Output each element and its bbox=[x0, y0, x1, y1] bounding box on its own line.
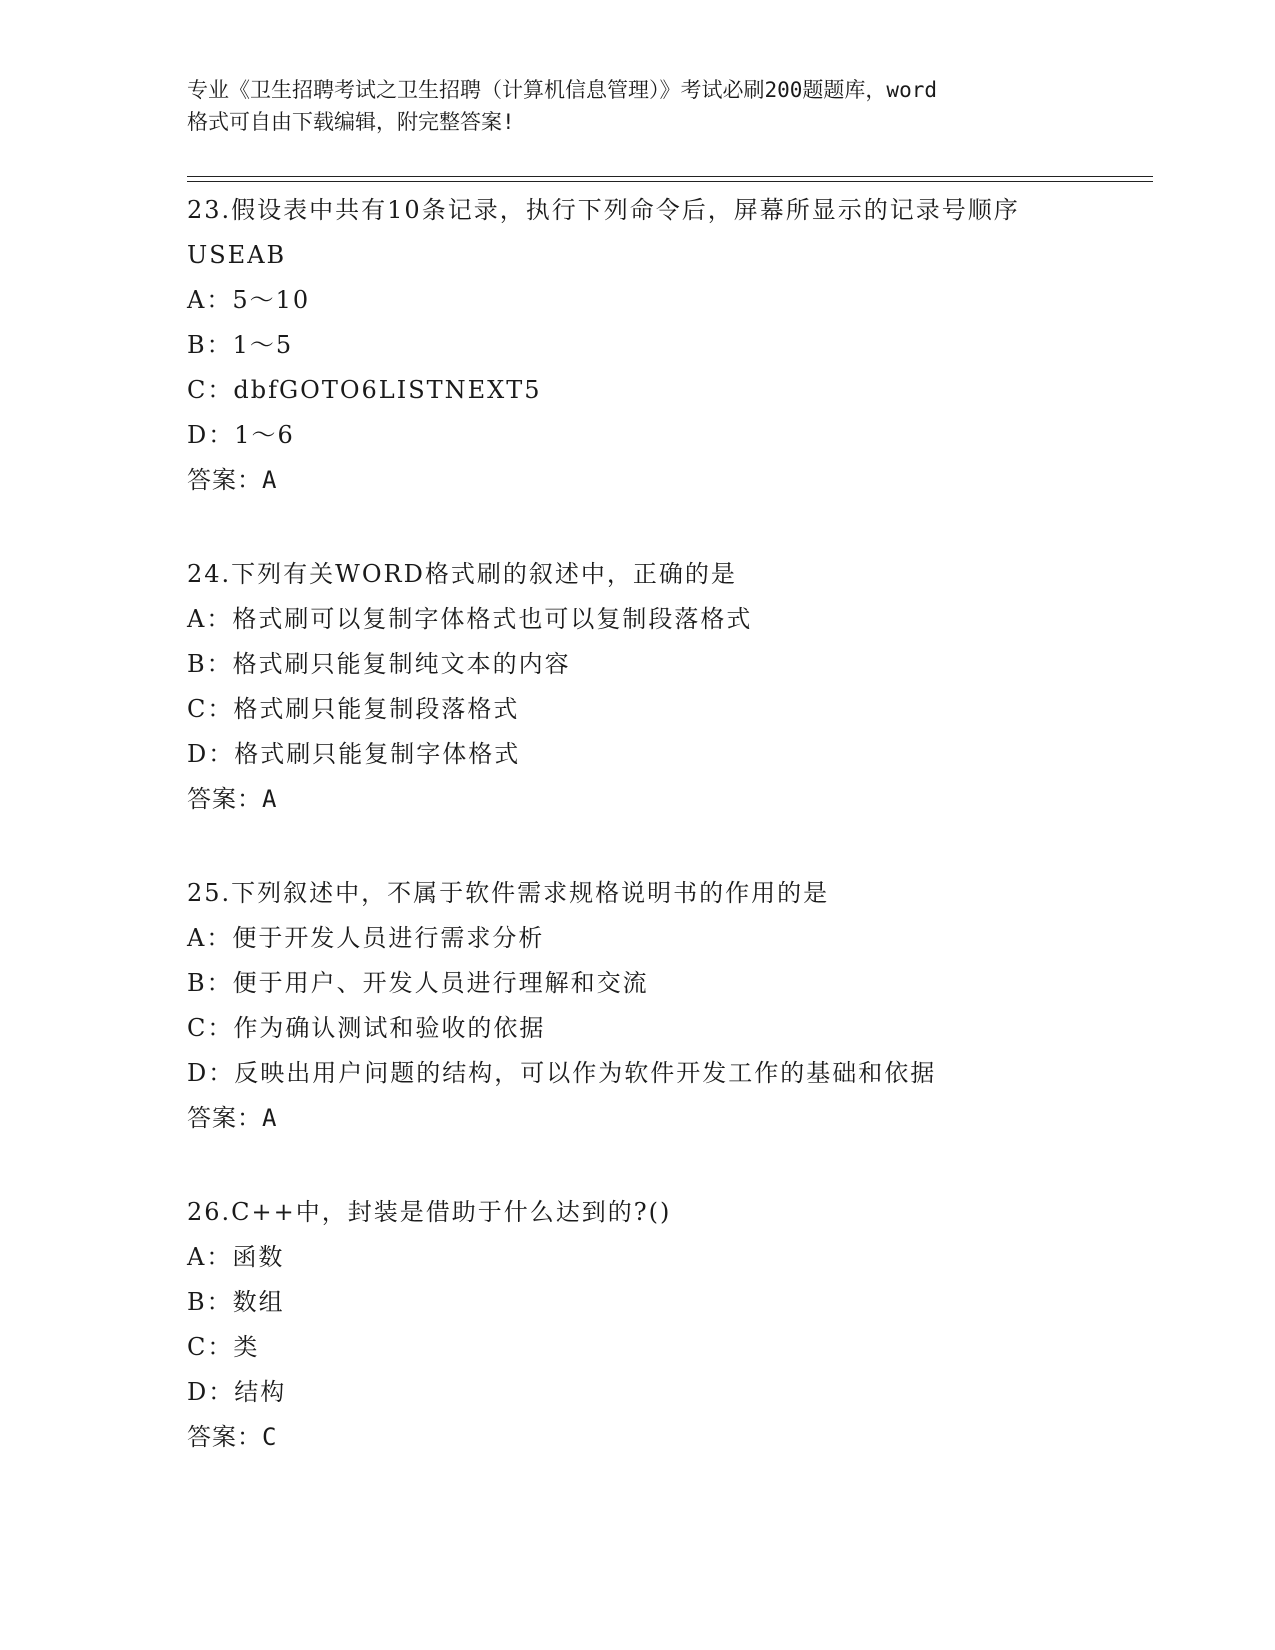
answer-label: 答案： bbox=[187, 1104, 262, 1132]
option-a: A：格式刷可以复制字体格式也可以复制段落格式 bbox=[187, 605, 753, 633]
answer-label: 答案： bbox=[187, 785, 262, 813]
option-a: A：函数 bbox=[187, 1243, 285, 1271]
answer-line bbox=[187, 458, 1087, 503]
answer-line bbox=[187, 1096, 1087, 1141]
header-line-1: 专业《卫生招聘考试之卫生招聘（计算机信息管理）》考试必刷200题题库，word bbox=[187, 78, 937, 102]
question-26 bbox=[187, 1190, 1087, 1460]
option-a: A：5～10 bbox=[187, 286, 311, 314]
option-c: C：格式刷只能复制段落格式 bbox=[187, 695, 520, 723]
option-b: B：数组 bbox=[187, 1288, 285, 1316]
question-stem: 24.下列有关WORD格式刷的叙述中，正确的是 bbox=[187, 560, 737, 588]
answer-label: 答案： bbox=[187, 1423, 262, 1451]
option-b: B：便于用户、开发人员进行理解和交流 bbox=[187, 969, 649, 997]
answer-value: A bbox=[262, 785, 278, 813]
option-c: C：dbfGOTO6LISTNEXT5 bbox=[187, 376, 542, 404]
answer-label: 答案： bbox=[187, 466, 262, 494]
answer-value: A bbox=[262, 1104, 278, 1132]
option-d: D：1～6 bbox=[187, 421, 295, 449]
option-c: C：作为确认测试和验收的依据 bbox=[187, 1014, 546, 1042]
question-stem: 23.假设表中共有10条记录，执行下列命令后，屏幕所显示的记录号顺序USEAB bbox=[187, 196, 1020, 269]
document-header bbox=[187, 74, 1087, 138]
answer-line bbox=[187, 1415, 1087, 1460]
question-stem: 25.下列叙述中，不属于软件需求规格说明书的作用的是 bbox=[187, 879, 830, 907]
answer-value: C bbox=[262, 1423, 278, 1451]
header-divider-top bbox=[187, 176, 1153, 177]
option-b: B：1～5 bbox=[187, 331, 294, 359]
question-25 bbox=[187, 871, 1087, 1141]
question-23 bbox=[187, 188, 1087, 503]
option-a: A：便于开发人员进行需求分析 bbox=[187, 924, 545, 952]
option-b: B：格式刷只能复制纯文本的内容 bbox=[187, 650, 571, 678]
header-line-2: 格式可自由下载编辑，附完整答案! bbox=[187, 110, 515, 134]
question-24 bbox=[187, 552, 1087, 822]
option-d: D：结构 bbox=[187, 1378, 287, 1406]
header-divider-bottom bbox=[187, 181, 1153, 182]
option-d: D：反映出用户问题的结构，可以作为软件开发工作的基础和依据 bbox=[187, 1059, 937, 1087]
answer-line bbox=[187, 777, 1087, 822]
question-stem: 26.C++中，封装是借助于什么达到的?() bbox=[187, 1198, 672, 1226]
option-d: D：格式刷只能复制字体格式 bbox=[187, 740, 521, 768]
option-c: C：类 bbox=[187, 1333, 260, 1361]
answer-value: A bbox=[262, 466, 278, 494]
